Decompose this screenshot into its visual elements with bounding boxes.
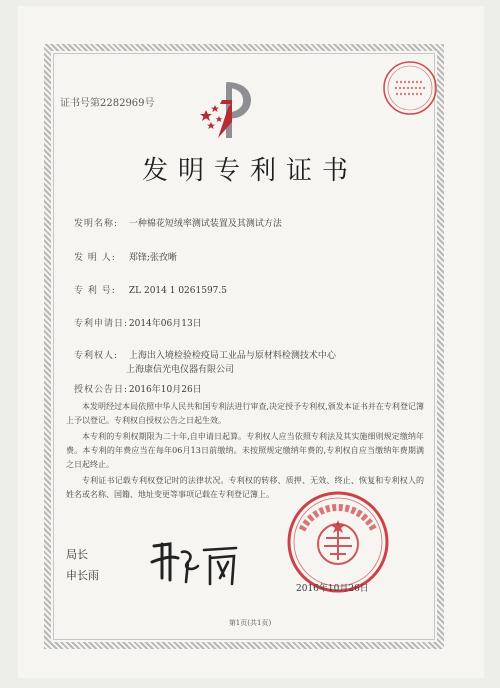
notice-paragraph-1: 本发明经过本局依照中华人民共和国专利法进行审查,决定授予专利权,颁发本证书并在专利登记簿上予以登记。专利权自授权公告之日起生效。 <box>66 402 424 425</box>
agency-seal <box>382 60 438 116</box>
filing-date-row <box>74 316 202 329</box>
patentee-value-1: 上海出入境检验检疫局工业品与原材料检测技术中心 <box>128 351 336 361</box>
director-title: 局长 <box>66 548 88 561</box>
patent-number-value: ZL 2014 1 0261597.5 <box>128 286 227 296</box>
patentee-value-2: 上海康信光电仪器有限公司 <box>126 365 235 375</box>
invention-name-row <box>74 216 282 229</box>
notice-paragraph-3: 专利证书记载专利权登记时的法律状况。专利权的转移、质押、无效、终止、恢复和专利权人的姓名或名称、国籍、地址变更等事项记载在专利登记簿上。 <box>66 476 424 499</box>
inventor-row <box>74 250 177 263</box>
issue-date: 2016年10月26日 <box>296 584 369 594</box>
patent-office-emblem-icon <box>198 78 258 148</box>
director-signature <box>148 532 242 592</box>
grant-date-row <box>74 382 202 395</box>
invention-name-label: 发明名称: <box>74 219 119 229</box>
grant-date-value: 2016年10月26日 <box>128 385 202 395</box>
filing-date-value: 2014年06月13日 <box>128 319 202 329</box>
patentee-row-2 <box>126 362 234 375</box>
director-name: 申长雨 <box>66 569 99 582</box>
patentee-label: 专利权人: <box>74 351 119 361</box>
patentee-row <box>74 348 336 361</box>
certificate-number: 证书号第2282969号 <box>60 98 155 109</box>
document-title: 发明专利证书 <box>141 156 358 186</box>
patent-number-label: 专 利 号: <box>74 286 116 296</box>
filing-date-label: 专利申请日: <box>74 319 129 329</box>
invention-name-value: 一种棉花短绒率测试装置及其测试方法 <box>128 219 282 229</box>
inventor-value: 郑锋;张孜晰 <box>128 253 177 263</box>
patent-number-row <box>74 283 227 296</box>
official-seal <box>286 490 390 594</box>
grant-date-label: 授权公告日: <box>74 385 129 395</box>
page-number: 第1页(共1页) <box>228 619 272 627</box>
notice-paragraph-2: 本专利的专利权期限为二十年,自申请日起算。专利权人应当依照专利法及其实施细则规定缴纳年费。本专利的年费应当在每年06月13日前缴纳。未按照规定缴纳年费的,专利权自应当缴纳年费期满之日起终止。 <box>66 432 424 469</box>
inventor-label: 发 明 人: <box>74 253 116 263</box>
